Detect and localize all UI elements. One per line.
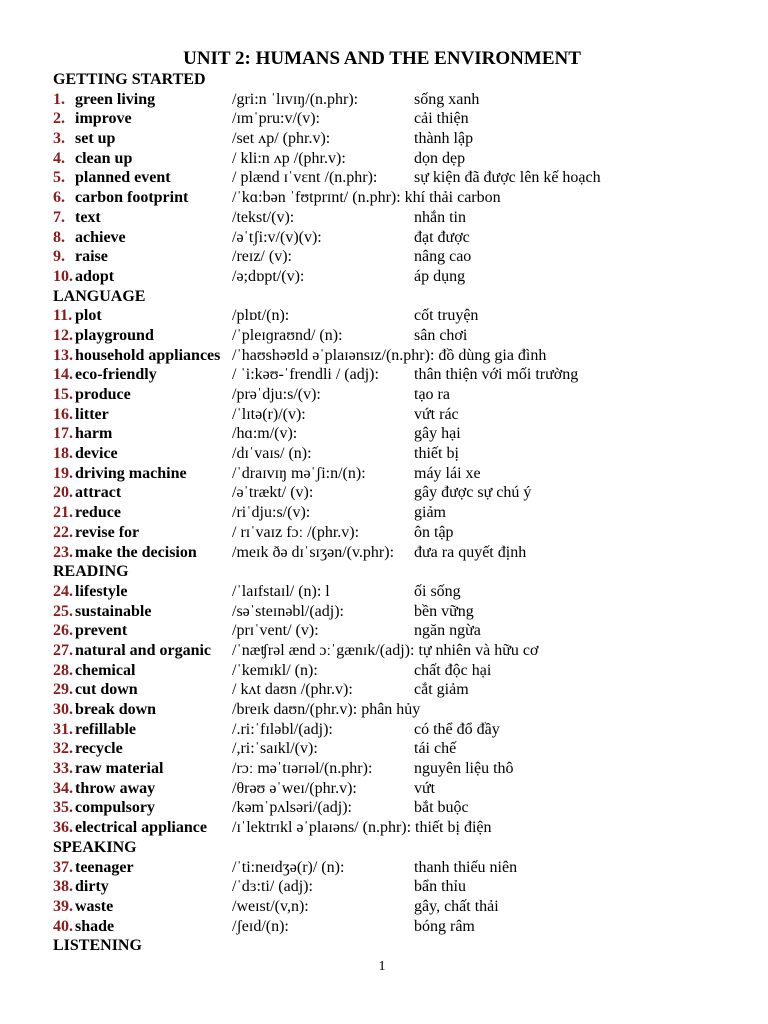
- entry-meaning: sống xanh: [414, 90, 480, 108]
- entry-word: prevent: [75, 622, 128, 640]
- entry-number: 9.: [53, 248, 65, 266]
- entry-number: 15.: [53, 386, 73, 403]
- entry-number: 13.: [53, 346, 73, 364]
- entry-pronunciation: /ˈlaɪfstaɪl/ (n): l: [232, 582, 330, 600]
- entry-meaning: có thể đổ đầy: [414, 720, 500, 738]
- entry-number: 28.: [53, 661, 73, 679]
- entry-meaning: cốt truyện: [414, 307, 479, 325]
- entry-number: 40.: [53, 917, 73, 935]
- page-title: UNIT 2: HUMANS AND THE ENVIRONMENT: [183, 48, 581, 69]
- entry-pronunciation: /breɪk daʊn/(phr.v): phân hủy: [232, 701, 421, 718]
- vocab-entry: [53, 346, 753, 366]
- page-number: 1: [378, 959, 386, 974]
- entry-pronunciation: /ˈdɜ:ti/ (adj):: [232, 878, 313, 896]
- entry-word: text: [75, 208, 101, 226]
- vocab-entry: [53, 424, 753, 444]
- entry-meaning: thanh thiếu niên: [414, 858, 518, 876]
- vocab-entry: [53, 877, 753, 897]
- entry-word: make the decision: [75, 543, 197, 561]
- entry-number: 5.: [53, 169, 65, 187]
- entry-number: 32.: [53, 740, 73, 758]
- entry-meaning: giảm: [414, 504, 446, 522]
- entry-word: natural and organic: [75, 641, 212, 659]
- entry-meaning: đạt được: [414, 228, 470, 246]
- entry-pronunciation: /ɪˈlektrɪkl əˈplaɪəns/ (n.phr): thiết bị điện: [232, 819, 492, 837]
- section-heading: GETTING STARTED: [53, 71, 206, 88]
- entry-meaning: thành lập: [414, 130, 474, 148]
- entry-number: 16.: [53, 405, 73, 423]
- entry-meaning: máy lái xe: [414, 464, 481, 482]
- entry-pronunciation: /meɪk ðə dɪˈsɪʒən/(v.phr):: [232, 543, 395, 561]
- entry-word: device: [75, 445, 118, 463]
- vocab-entry: [53, 365, 753, 385]
- entry-meaning: ngăn ngừa: [414, 622, 481, 640]
- entry-word: cut down: [75, 681, 138, 699]
- vocab-entry: [53, 543, 753, 563]
- entry-word: reduce: [75, 504, 121, 522]
- vocab-entry: [53, 897, 753, 917]
- vocabulary-list: [53, 70, 753, 956]
- entry-meaning: cải thiện: [414, 110, 469, 128]
- vocab-entry: [53, 779, 753, 799]
- vocab-entry: [53, 188, 753, 208]
- entry-number: 36.: [53, 819, 73, 837]
- vocab-entry: [53, 700, 753, 720]
- vocab-entry: [53, 444, 753, 464]
- entry-number: 37.: [53, 858, 73, 876]
- entry-pronunciation: / plænd ɪˈvɛnt /(n.phr):: [232, 169, 378, 187]
- entry-word: household appliances: [75, 346, 221, 364]
- entry-pronunciation: /tekst/(v):: [232, 208, 295, 226]
- entry-word: electrical appliance: [75, 819, 207, 837]
- entry-number: 35.: [53, 799, 73, 817]
- entry-pronunciation: /reɪz/ (v):: [232, 248, 292, 266]
- vocab-entry: [53, 523, 753, 543]
- entry-number: 4.: [53, 149, 65, 167]
- entry-word: lifestyle: [75, 582, 128, 600]
- entry-pronunciation: /ˈkemɪkl/ (n):: [232, 661, 318, 679]
- entry-pronunciation: /səˈsteɪnəbl/(adj):: [232, 602, 344, 620]
- entry-word: sustainable: [75, 602, 152, 620]
- vocab-entry: [53, 405, 753, 425]
- entry-pronunciation: /.ri:ˈfɪləbl/(adj):: [232, 720, 333, 738]
- entry-number: 10.: [53, 267, 73, 285]
- vocab-entry: [53, 582, 753, 602]
- vocab-entry: [53, 661, 753, 681]
- entry-pronunciation: /ˈdraɪvɪŋ məˈʃi:n/(n):: [232, 464, 366, 482]
- entry-word: harm: [75, 425, 113, 443]
- entry-pronunciation: / ˈi:kəʊ-ˈfrendli / (adj):: [232, 366, 379, 384]
- entry-pronunciation: /əˈtrækt/ (v):: [232, 484, 314, 502]
- entry-meaning: gây được sự chú ý: [414, 484, 532, 502]
- entry-number: 7.: [53, 208, 65, 226]
- vocab-entry: [53, 759, 753, 779]
- entry-pronunciation: /gri:n ˈlɪvɪŋ/(n.phr):: [232, 90, 359, 108]
- vocab-entry: [53, 228, 753, 248]
- entry-pronunciation: /,ri:ˈsaɪkl/(v):: [232, 740, 318, 758]
- entry-pronunciation: /kəmˈpʌlsəri/(adj):: [232, 799, 352, 817]
- entry-word: raise: [75, 248, 108, 266]
- entry-meaning: thiết bị: [414, 445, 459, 463]
- vocab-entry: [53, 621, 753, 641]
- entry-word: adopt: [75, 267, 115, 285]
- entry-number: 31.: [53, 720, 73, 738]
- vocab-entry: [53, 680, 753, 700]
- entry-pronunciation: / kʌt daʊn /(phr.v):: [232, 681, 353, 699]
- entry-meaning: cắt giảm: [414, 681, 469, 699]
- entry-pronunciation: /ˈpleɪɡraʊnd/ (n):: [232, 326, 343, 344]
- entry-word: throw away: [75, 779, 156, 797]
- vocab-entry: [53, 858, 753, 878]
- entry-word: litter: [75, 405, 109, 423]
- entry-pronunciation: /ˈlɪtə(r)/(v):: [232, 405, 306, 423]
- entry-number: 1.: [53, 90, 65, 108]
- entry-number: 23.: [53, 543, 73, 561]
- entry-pronunciation: /ʃeɪd/(n):: [232, 917, 289, 935]
- entry-meaning: bẩn thỉu: [414, 878, 466, 896]
- entry-word: raw material: [75, 760, 164, 778]
- vocab-entry: [53, 483, 753, 503]
- vocab-entry: [53, 90, 753, 110]
- entry-number: 21.: [53, 504, 73, 522]
- entry-meaning: chất độc hại: [414, 661, 492, 679]
- entry-meaning: tái chế: [414, 740, 457, 758]
- entry-word: planned event: [75, 169, 171, 187]
- entry-number: 18.: [53, 445, 73, 463]
- vocab-entry: [53, 798, 753, 818]
- entry-meaning: đưa ra quyết định: [414, 543, 527, 561]
- entry-number: 29.: [53, 681, 73, 699]
- entry-meaning: tạo ra: [414, 386, 450, 403]
- entry-pronunciation: /rɔː məˈtɪərɪəl/(n.phr):: [232, 760, 373, 778]
- entry-number: 2.: [53, 110, 65, 128]
- entry-number: 33.: [53, 760, 73, 778]
- entry-meaning: bóng râm: [414, 917, 475, 935]
- vocab-entry: [53, 818, 753, 838]
- entry-word: achieve: [75, 228, 126, 246]
- entry-meaning: nâng cao: [414, 248, 472, 266]
- entry-word: clean up: [75, 149, 133, 167]
- vocab-entry: [53, 739, 753, 759]
- section-heading: READING: [53, 563, 129, 581]
- vocab-entry: [53, 720, 753, 740]
- entry-word: playground: [75, 326, 154, 344]
- vocab-entry: [53, 267, 753, 287]
- entry-word: plot: [75, 307, 102, 325]
- entry-meaning: vứt: [414, 779, 436, 797]
- entry-word: revise for: [75, 523, 140, 541]
- entry-pronunciation: / rɪˈvaɪz fɔː /(phr.v):: [232, 523, 360, 541]
- vocab-entry: [53, 602, 753, 622]
- entry-word: attract: [75, 484, 122, 502]
- entry-meaning: gây, chất thải: [414, 897, 499, 915]
- entry-number: 6.: [53, 189, 65, 207]
- entry-pronunciation: /θrəʊ əˈweɪ/(phr.v):: [232, 779, 357, 797]
- entry-meaning: ối sống: [414, 582, 461, 600]
- vocab-entry: [53, 168, 753, 188]
- entry-number: 12.: [53, 326, 73, 344]
- entry-word: break down: [75, 701, 157, 718]
- vocab-entry: [53, 129, 753, 149]
- vocab-entry: [53, 326, 753, 346]
- vocab-entry: [53, 503, 753, 523]
- entry-word: teenager: [75, 858, 134, 876]
- entry-word: refillable: [75, 720, 137, 738]
- entry-meaning: gây hại: [414, 425, 461, 443]
- entry-number: 38.: [53, 878, 73, 896]
- entry-meaning: dọn dẹp: [414, 149, 466, 167]
- vocab-entry: [53, 641, 753, 661]
- entry-number: 39.: [53, 897, 73, 915]
- vocab-entry: [53, 464, 753, 484]
- entry-word: improve: [75, 110, 132, 128]
- entry-meaning: bền vững: [414, 602, 474, 620]
- entry-pronunciation: /ˈnæʧrəl ænd ɔːˈgænɪk/(adj): tự nhiên và hữu cơ: [232, 641, 539, 659]
- entry-meaning: ôn tập: [414, 523, 454, 541]
- vocab-entry: [53, 917, 753, 937]
- entry-pronunciation: /hɑ:m/(v):: [232, 425, 298, 443]
- entry-pronunciation: /əˈtʃi:v/(v)(v):: [232, 228, 322, 246]
- entry-pronunciation: /plɒt/(n):: [232, 307, 290, 325]
- entry-pronunciation: /dɪˈvaɪs/ (n):: [232, 445, 312, 463]
- entry-meaning: nguyên liệu thô: [414, 760, 514, 778]
- entry-number: 11.: [53, 307, 73, 325]
- vocab-entry: [53, 385, 753, 405]
- entry-word: eco-friendly: [75, 366, 157, 384]
- entry-meaning: vứt rác: [414, 405, 459, 423]
- entry-pronunciation: /ˈhaʊshəʊld əˈplaɪənsɪz/(n.phr): đồ dùng gia đình: [232, 346, 547, 364]
- entry-number: 8.: [53, 228, 65, 246]
- entry-meaning: sân chơi: [414, 326, 468, 344]
- entry-word: set up: [75, 130, 116, 148]
- entry-number: 14.: [53, 366, 73, 384]
- entry-number: 17.: [53, 425, 73, 443]
- vocab-entry: [53, 149, 753, 169]
- entry-pronunciation: /ɪmˈpru:v/(v):: [232, 110, 320, 128]
- entry-word: shade: [75, 917, 115, 935]
- entry-meaning: áp dụng: [414, 267, 466, 285]
- entry-number: 3.: [53, 130, 65, 148]
- entry-pronunciation: /prəˈdju:s/(v):: [232, 386, 321, 403]
- entry-word: waste: [75, 897, 114, 915]
- entry-pronunciation: /ə;dɒpt/(v):: [232, 267, 305, 285]
- section-heading: SPEAKING: [53, 838, 137, 856]
- entry-number: 30.: [53, 701, 73, 718]
- entry-pronunciation: /ˈkɑ:bən ˈfʊtprɪnt/ (n.phr): khí thải carbon: [232, 189, 501, 207]
- entry-pronunciation: /prɪˈvent/ (v):: [232, 622, 319, 640]
- entry-number: 26.: [53, 622, 73, 640]
- entry-number: 25.: [53, 602, 73, 620]
- entry-pronunciation: /riˈdju:s/(v):: [232, 504, 311, 522]
- entry-word: dirty: [75, 878, 109, 896]
- entry-pronunciation: /ˈti:neɪdʒə(r)/ (n):: [232, 858, 345, 876]
- entry-word: carbon footprint: [75, 189, 189, 207]
- vocab-entry: [53, 306, 753, 326]
- entry-number: 20.: [53, 484, 73, 502]
- entry-word: driving machine: [75, 464, 187, 482]
- entry-meaning: bắt buộc: [414, 799, 469, 817]
- vocab-entry: [53, 109, 753, 129]
- entry-number: 24.: [53, 582, 73, 600]
- entry-number: 22.: [53, 523, 73, 541]
- section-heading: LISTENING: [53, 937, 142, 955]
- entry-word: produce: [75, 386, 131, 403]
- entry-word: compulsory: [75, 799, 155, 817]
- entry-number: 19.: [53, 464, 73, 482]
- entry-word: chemical: [75, 661, 136, 679]
- entry-meaning: thân thiện với mối trường: [414, 366, 579, 384]
- entry-meaning: nhắn tin: [414, 208, 466, 226]
- entry-meaning: sự kiện đã được lên kế hoạch: [414, 169, 601, 187]
- section-heading: LANGUAGE: [53, 287, 146, 305]
- vocab-entry: [53, 247, 753, 267]
- vocab-entry: [53, 208, 753, 228]
- entry-word: recycle: [75, 740, 123, 758]
- entry-pronunciation: /set ʌp/ (phr.v):: [232, 130, 331, 148]
- entry-pronunciation: /weɪst/(v,n):: [232, 897, 309, 915]
- entry-word: green living: [75, 90, 156, 108]
- entry-number: 34.: [53, 779, 73, 797]
- entry-number: 27.: [53, 641, 73, 659]
- entry-pronunciation: / kli:n ʌp /(phr.v):: [232, 149, 346, 167]
